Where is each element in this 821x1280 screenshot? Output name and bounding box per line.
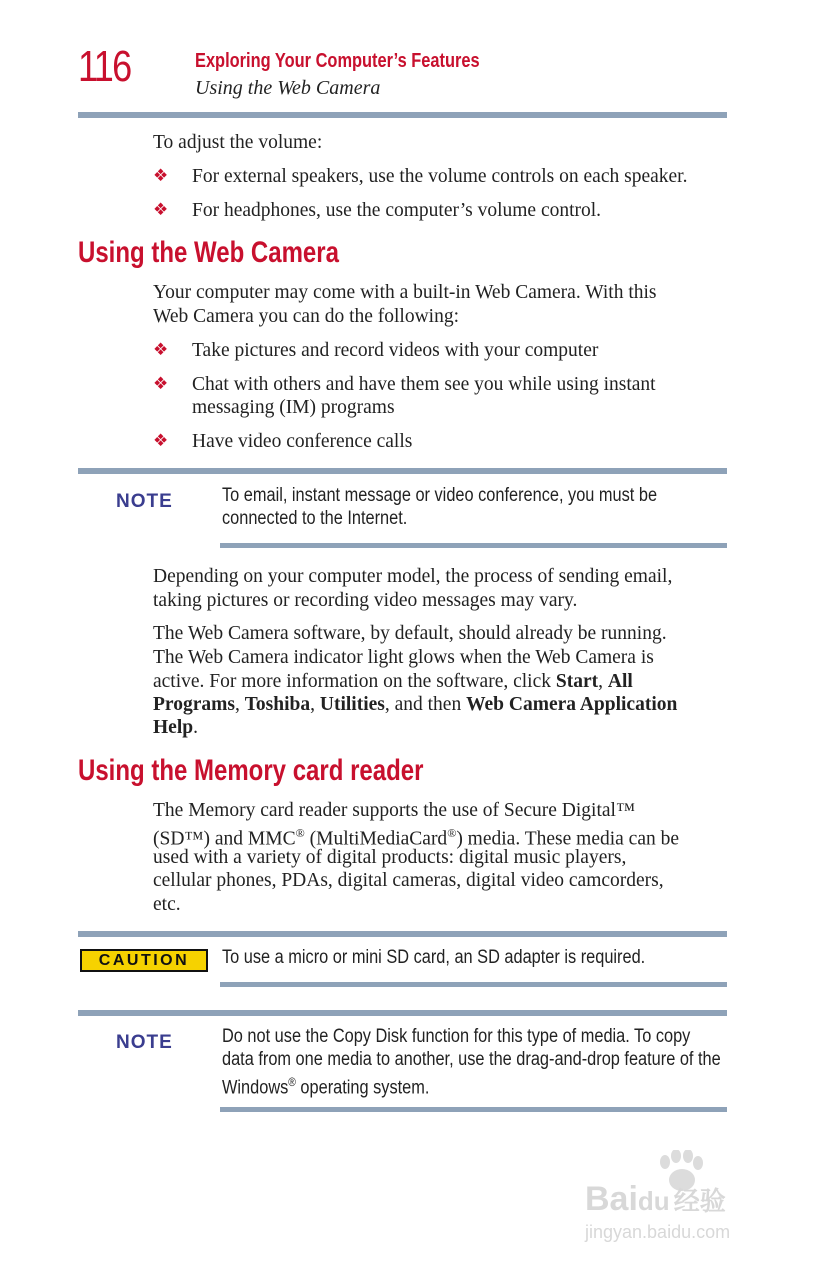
diamond-bullet-icon: ❖ [153, 374, 169, 393]
watermark-text: du [637, 1186, 670, 1216]
paragraph-line: etc. [153, 894, 181, 915]
text-run: Windows [222, 1077, 289, 1099]
text-run: (SD™) and MMC [153, 828, 296, 850]
watermark-text: 经验 [673, 1186, 726, 1216]
paragraph-line: The Web Camera indicator light glows when the Web Camera is [153, 647, 654, 668]
web-camera-heading: Using the Web Camera [78, 236, 339, 269]
watermark-text: Bai [585, 1180, 638, 1218]
menu-path-help: Help [153, 717, 194, 738]
note-text [222, 484, 725, 530]
bullet-text: Have video conference calls [192, 431, 413, 452]
header-rule [78, 112, 727, 118]
web-camera-intro-line: Web Camera you can do the following: [153, 306, 460, 327]
note-bottom-rule [220, 1107, 727, 1112]
text-run: operating system. [295, 1077, 430, 1099]
caution-text [222, 946, 725, 969]
text-run: . [193, 717, 198, 738]
paragraph-line [153, 670, 633, 694]
text-run: , [234, 694, 245, 715]
note-top-rule [78, 1010, 727, 1016]
note-line: To email, instant message or video conference, you must be [222, 485, 658, 506]
registered-mark: ® [295, 826, 305, 840]
note-label: NOTE [116, 491, 173, 512]
diamond-bullet-icon: ❖ [153, 340, 169, 359]
caution-line: To use a micro or mini SD card, an SD adapter is required. [222, 947, 646, 968]
caution-bottom-rule [220, 982, 727, 987]
diamond-bullet-icon: ❖ [153, 200, 169, 219]
web-camera-intro-line: Your computer may come with a built-in Web Camera. With this [153, 282, 657, 303]
paragraph-line [153, 716, 198, 740]
note-label: NOTE [116, 1032, 173, 1053]
text-run: , [598, 671, 608, 692]
paragraph-line: The Web Camera software, by default, should already be running. [153, 623, 667, 644]
text-run: ) media. These media can be [456, 828, 680, 850]
bullet-text: Take pictures and record videos with your computer [192, 340, 599, 361]
text-run: active. For more information on the software, click [153, 671, 556, 692]
paragraph-line [153, 693, 677, 717]
text-run: , and then [384, 694, 467, 715]
page-number: 116 [78, 42, 131, 91]
menu-path-programs: Programs [153, 694, 235, 715]
paragraph-line: used with a variety of digital products: digital music players, [153, 847, 627, 868]
paragraph-line: cellular phones, PDAs, digital cameras, digital video camcorders, [153, 870, 664, 891]
chapter-title: Exploring Your Computer’s Features [195, 50, 480, 72]
registered-mark: ® [447, 826, 457, 840]
menu-path-toshiba: Toshiba [244, 694, 311, 715]
bullet-text-continued: messaging (IM) programs [192, 397, 395, 418]
bullet-text: For external speakers, use the volume controls on each speaker. [192, 166, 688, 187]
volume-intro: To adjust the volume: [153, 132, 323, 153]
baidu-watermark [585, 1150, 785, 1250]
bullet-text: Chat with others and have them see you while using instant [192, 374, 656, 395]
watermark-url: jingyan.baidu.com [585, 1222, 731, 1242]
note-line [222, 1071, 725, 1099]
menu-path-utilities: Utilities [319, 694, 385, 715]
text-run: (MultiMediaCard [304, 828, 448, 850]
watermark-brand [585, 1180, 726, 1219]
menu-path-all: All [607, 671, 633, 692]
registered-mark: ® [288, 1075, 296, 1089]
diamond-bullet-icon: ❖ [153, 166, 169, 185]
note-line: Do not use the Copy Disk function for this type of media. To copy [222, 1026, 691, 1047]
caution-badge: CAUTION [80, 949, 208, 972]
note-text [222, 1025, 725, 1099]
paragraph-line: taking pictures or recording video messages may vary. [153, 590, 578, 611]
diamond-bullet-icon: ❖ [153, 431, 169, 450]
menu-path-web-camera-app: Web Camera Application [466, 694, 678, 715]
paragraph-line: The Memory card reader supports the use of Secure Digital™ [153, 800, 636, 821]
section-subtitle: Using the Web Camera [195, 77, 381, 99]
memory-card-heading: Using the Memory card reader [78, 754, 424, 787]
note-line: connected to the Internet. [222, 508, 408, 529]
text-run: , [310, 694, 320, 715]
caution-top-rule [78, 931, 727, 937]
paragraph-line: Depending on your computer model, the process of sending email, [153, 566, 673, 587]
menu-path-start: Start [555, 671, 599, 692]
bullet-text: For headphones, use the computer’s volume control. [192, 200, 602, 221]
note-line: data from one media to another, use the drag-and-drop feature of the [222, 1049, 721, 1070]
note-top-rule [78, 468, 727, 474]
note-bottom-rule [220, 543, 727, 548]
